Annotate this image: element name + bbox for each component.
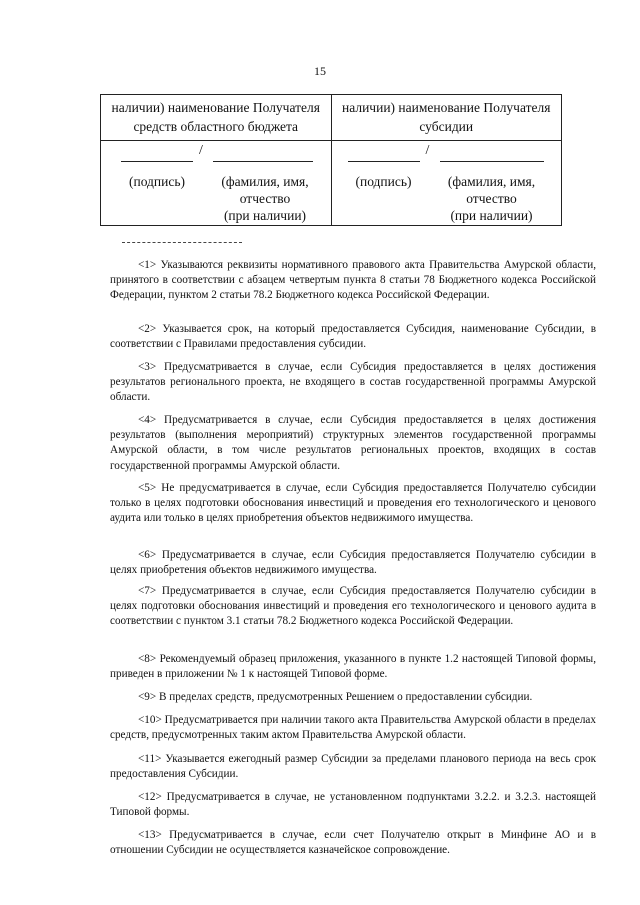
left-name-label [205, 173, 325, 224]
footnote-13: <13> Предусматривается в случае, если счет Получателю открыт в Минфине АО и в отношении Субсидии не осуществляется казначейское сопровождение. [110, 829, 596, 857]
right-name-label-line2: отчество [466, 191, 517, 206]
footnote-separator [122, 242, 242, 243]
left-name-label-line1: (фамилия, имя, [221, 174, 309, 189]
footnote-2: <2> Указывается срок, на который предоставляется Субсидия, наименование Субсидии, в соответствии с Правилами предоставления субсидии. [110, 323, 596, 351]
footnote-9: <9> В пределах средств, предусмотренных Решением о предоставлении субсидии. [138, 691, 533, 703]
footnote-6: <6> Предусматривается в случае, если Субсидия предоставляется Получателю субсидии в целях приобретения объектов недвижимого имущества. [110, 549, 596, 577]
signature-table [100, 94, 562, 226]
footnote-1: <1> Указываются реквизиты нормативного правового акта Правительства Амурской области, принятого в соответствии с абзацем четвертым пункта 8 статьи 78 Бюджетного кодекса Российской Федерации, пунктом 2 статьи 78.2 Бюджетного кодекса Российской Федерации. [110, 259, 596, 302]
left-signature-cell [101, 141, 332, 226]
footnote-3: <3> Предусматривается в случае, если Субсидия предоставляется в целях достижения результатов регионального проекта, не входящего в состав государственной программы Амурской области. [110, 361, 596, 404]
footnote-10: <10> Предусматривается при наличии такого акта Правительства Амурской области в пределах средств, предусмотренных таким актом Правительства Амурской области. [110, 714, 596, 742]
footnote-5: <5> Не предусматривается в случае, если Субсидия предоставляется Получателю субсидии только в целях подготовки обоснования инвестиций и проведения его технологического и ценового аудита или только в целях приобретения объектов недвижимого имущества. [110, 482, 596, 525]
right-header-cell: наличии) наименование Получателя субсидии [331, 95, 562, 141]
left-signature-label: (подпись) [128, 174, 186, 189]
footnote-4: <4> Предусматривается в случае, если Субсидия предоставляется в целях достижения результатов (выполнения мероприятий) структурных элементов государственной программы Амурской области, в том числе результатов региональных проектов, входящих в состав государственной программы Амурской области. [110, 414, 596, 472]
right-name-label [432, 173, 552, 224]
right-name-label-line3: (при наличии) [450, 208, 533, 223]
footnote-12: <12> Предусматривается в случае, не установленном подпунктами 3.2.2. и 3.2.3. настоящей Типовой формы. [110, 791, 596, 819]
footnote-11: <11> Указывается ежегодный размер Субсидии за пределами планового периода на весь срок предоставления Субсидии. [110, 753, 596, 781]
right-name-label-line1: (фамилия, имя, [447, 174, 536, 189]
right-signature-line [348, 161, 420, 162]
right-slash: / [425, 143, 430, 158]
page-number: 15 [314, 64, 326, 78]
left-slash: / [199, 143, 203, 158]
footnote-8: <8> Рекомендуемый образец приложения, указанного в пункте 1.2 настоящей Типовой формы, приведен в приложении № 1 к настоящей Типовой форме. [110, 653, 596, 681]
left-header-cell: наличии) наименование Получателя средств областного бюджета [101, 95, 332, 141]
left-name-line [213, 161, 313, 162]
footnote-7: <7> Предусматривается в случае, если Субсидия предоставляется Получателю субсидии в целях подготовки обоснования инвестиций и проведения его технологического и ценового аудита в соответствии с пунктом 3.1 статьи 78.2 Бюджетного кодекса Российской Федерации. [110, 585, 596, 628]
left-name-label-line2: отчество [239, 191, 291, 206]
right-name-line [440, 161, 544, 162]
left-name-label-line3: (при наличии) [223, 208, 307, 223]
right-signature-cell [331, 141, 562, 226]
left-signature-line [121, 161, 193, 162]
right-signature-label: (подпись) [355, 174, 412, 189]
